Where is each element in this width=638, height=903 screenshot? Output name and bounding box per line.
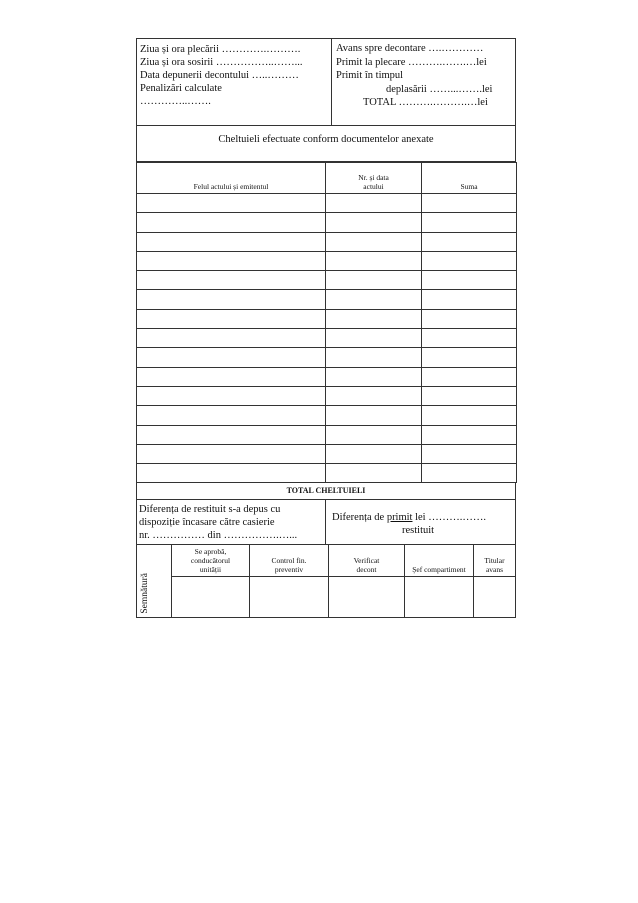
difference-restituit: restituit bbox=[402, 525, 435, 537]
submission-date-line: Data depunerii decontului …..……… bbox=[140, 70, 299, 81]
trip-details bbox=[137, 39, 332, 125]
sig-advance-holder-field[interactable] bbox=[474, 577, 515, 617]
sig-financial-control-field[interactable] bbox=[250, 577, 328, 617]
refund-line-1: Diferența de restituit s-a depus cu bbox=[139, 504, 281, 516]
advance-details bbox=[332, 39, 515, 125]
penalties-label: Penalizări calculate bbox=[140, 83, 222, 94]
table-row bbox=[137, 194, 517, 213]
sig-department-head-col bbox=[405, 545, 474, 617]
cell-number-date[interactable] bbox=[326, 444, 422, 463]
table-row bbox=[137, 232, 517, 251]
table-row bbox=[137, 406, 517, 425]
sig-verified-col bbox=[329, 545, 405, 617]
cell-amount[interactable] bbox=[422, 251, 517, 270]
cell-amount[interactable] bbox=[422, 425, 517, 444]
cell-amount[interactable] bbox=[422, 271, 517, 290]
cell-number-date[interactable] bbox=[326, 194, 422, 213]
cell-amount[interactable] bbox=[422, 386, 517, 405]
received-during-value: deplasării ……...…….lei bbox=[386, 83, 493, 95]
expense-report-form bbox=[136, 38, 516, 618]
table-row bbox=[137, 213, 517, 232]
cell-document-type[interactable] bbox=[137, 444, 326, 463]
penalties-value: …………..……. bbox=[140, 96, 211, 107]
advance-line: Avans spre decontare ….………… bbox=[336, 43, 484, 54]
cell-document-type[interactable] bbox=[137, 406, 326, 425]
cell-number-date[interactable] bbox=[326, 464, 422, 483]
sig-approval-field[interactable] bbox=[172, 577, 249, 617]
signature-label: Semnătură bbox=[140, 572, 150, 614]
arrival-line: Ziua și ora sosirii ……………..……... bbox=[140, 57, 303, 68]
cell-document-type[interactable] bbox=[137, 271, 326, 290]
refund-line-2: dispoziție încasare către casierie bbox=[139, 517, 275, 529]
sig-department-head-label: Șef compartiment bbox=[405, 545, 473, 577]
expenses-table bbox=[136, 162, 517, 483]
sig-verified-field[interactable] bbox=[329, 577, 404, 617]
cell-number-date[interactable] bbox=[326, 251, 422, 270]
table-row bbox=[137, 386, 517, 405]
cell-document-type[interactable] bbox=[137, 425, 326, 444]
table-row bbox=[137, 425, 517, 444]
table-row bbox=[137, 290, 517, 309]
cell-amount[interactable] bbox=[422, 290, 517, 309]
sig-financial-control-col bbox=[250, 545, 329, 617]
cell-number-date[interactable] bbox=[326, 290, 422, 309]
sig-verified-label: Verificat decont bbox=[329, 545, 404, 577]
cell-number-date[interactable] bbox=[326, 348, 422, 367]
difference-line: Diferența de primit lei ……….……. bbox=[332, 512, 486, 524]
signature-label-cell bbox=[137, 545, 172, 617]
sig-financial-control-label: Control fin. preventiv bbox=[250, 545, 328, 577]
cell-document-type[interactable] bbox=[137, 309, 326, 328]
sig-approval-label: Se aprobă, conducătorul unității bbox=[172, 545, 249, 577]
received-departure-line: Primit la plecare ……….…….…lei bbox=[336, 56, 487, 68]
table-row bbox=[137, 348, 517, 367]
sig-approval-col bbox=[172, 545, 250, 617]
table-row bbox=[137, 329, 517, 348]
cell-amount[interactable] bbox=[422, 329, 517, 348]
table-row bbox=[137, 309, 517, 328]
table-row bbox=[137, 271, 517, 290]
sig-advance-holder-label: Titular avans bbox=[474, 545, 515, 577]
cell-amount[interactable] bbox=[422, 213, 517, 232]
total-advance-line: TOTAL ……….……….…lei bbox=[363, 97, 488, 108]
cell-amount[interactable] bbox=[422, 232, 517, 251]
received-during-label: Primit în timpul bbox=[336, 70, 404, 81]
cell-document-type[interactable] bbox=[137, 213, 326, 232]
sig-department-head-field[interactable] bbox=[405, 577, 473, 617]
cell-number-date[interactable] bbox=[326, 386, 422, 405]
signature-section bbox=[136, 545, 516, 618]
cell-number-date[interactable] bbox=[326, 329, 422, 348]
cell-amount[interactable] bbox=[422, 464, 517, 483]
cell-number-date[interactable] bbox=[326, 232, 422, 251]
refund-deposit-info bbox=[137, 500, 326, 544]
table-header-row bbox=[137, 163, 517, 194]
cell-number-date[interactable] bbox=[326, 213, 422, 232]
col-header-number-date: Nr. și data actului bbox=[326, 163, 422, 194]
table-body bbox=[137, 194, 517, 483]
header-section bbox=[136, 38, 516, 126]
cell-number-date[interactable] bbox=[326, 309, 422, 328]
total-expenses-row: TOTAL CHELTUIELI bbox=[136, 483, 516, 500]
refund-line-3: nr. …………… din …………….…... bbox=[139, 530, 298, 542]
cell-document-type[interactable] bbox=[137, 464, 326, 483]
cell-amount[interactable] bbox=[422, 194, 517, 213]
cell-document-type[interactable] bbox=[137, 329, 326, 348]
cell-number-date[interactable] bbox=[326, 406, 422, 425]
cell-amount[interactable] bbox=[422, 309, 517, 328]
departure-line: Ziua și ora plecării ………….………. bbox=[140, 44, 301, 55]
cell-amount[interactable] bbox=[422, 367, 517, 386]
cell-document-type[interactable] bbox=[137, 290, 326, 309]
table-row bbox=[137, 367, 517, 386]
cell-document-type[interactable] bbox=[137, 251, 326, 270]
col-header-amount: Suma bbox=[422, 163, 517, 194]
cell-document-type[interactable] bbox=[137, 348, 326, 367]
difference-section bbox=[136, 500, 516, 545]
section-title: Cheltuieli efectuate conform documentelor anexate bbox=[136, 126, 516, 162]
cell-document-type[interactable] bbox=[137, 386, 326, 405]
cell-number-date[interactable] bbox=[326, 425, 422, 444]
cell-document-type[interactable] bbox=[137, 194, 326, 213]
cell-document-type[interactable] bbox=[137, 232, 326, 251]
cell-document-type[interactable] bbox=[137, 367, 326, 386]
difference-to-receive bbox=[326, 500, 515, 544]
sig-advance-holder-col bbox=[474, 545, 515, 617]
col-header-document-type: Felul actului și emitentul bbox=[137, 163, 326, 194]
table-row bbox=[137, 464, 517, 483]
cell-amount[interactable] bbox=[422, 444, 517, 463]
cell-amount[interactable] bbox=[422, 406, 517, 425]
table-row bbox=[137, 251, 517, 270]
cell-amount[interactable] bbox=[422, 348, 517, 367]
cell-number-date[interactable] bbox=[326, 271, 422, 290]
cell-number-date[interactable] bbox=[326, 367, 422, 386]
table-row bbox=[137, 444, 517, 463]
